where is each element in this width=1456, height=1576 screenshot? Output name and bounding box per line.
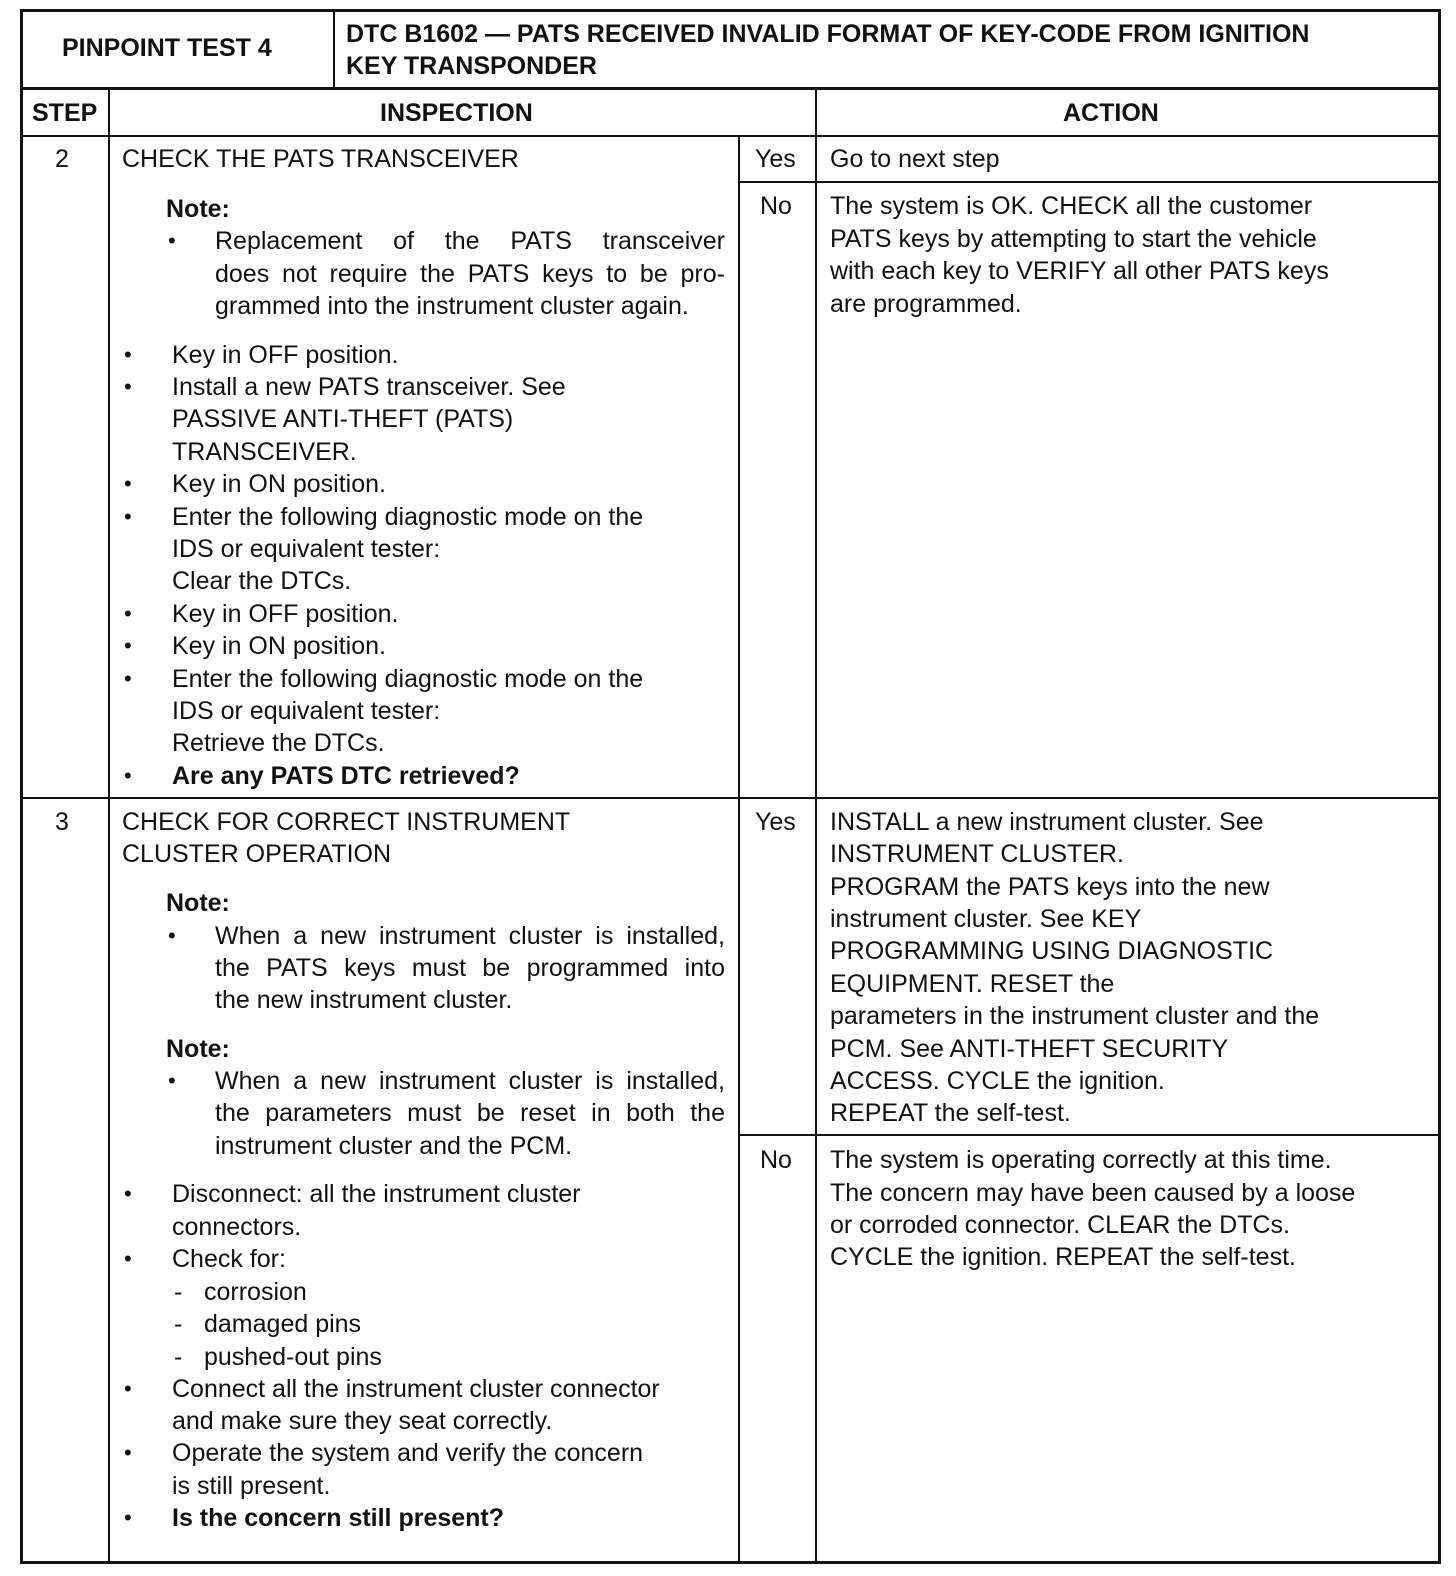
inspection-line: Check for: — [172, 1245, 286, 1273]
inspection-line: connectors. — [172, 1213, 302, 1241]
dtc-title-line-2: KEY TRANSPONDER — [346, 52, 597, 80]
bullet: • — [124, 1440, 132, 1465]
header-divider — [333, 9, 335, 88]
bullet: • — [124, 374, 132, 399]
note-line: When a new instrument cluster is installed, — [215, 1067, 725, 1095]
answer-no-label: No — [760, 1146, 792, 1174]
inspection-line: Install a new PATS transceiver. See — [172, 373, 566, 401]
column-header-rule — [20, 135, 1441, 137]
inspection-line: TRANSCEIVER. — [172, 438, 357, 466]
column-header-inspection: INSPECTION — [380, 99, 533, 127]
step-number: 2 — [55, 145, 69, 173]
bullet: • — [124, 601, 132, 626]
note-line: the PATS keys must be programmed into — [215, 954, 725, 982]
inspection-sub-line: corrosion — [204, 1278, 307, 1306]
inspection-sub-line: damaged pins — [204, 1310, 362, 1338]
step-title: CLUSTER OPERATION — [122, 840, 392, 868]
inspection-line: Retrieve the DTCs. — [172, 729, 385, 757]
action-yes-line: PROGRAMMING USING DIAGNOSTIC — [830, 937, 1274, 965]
inspection-question: Is the concern still present? — [172, 1504, 505, 1532]
note-line: instrument cluster and the PCM. — [215, 1132, 573, 1160]
inspection-question: Are any PATS DTC retrieved? — [172, 762, 520, 790]
inspection-line: Enter the following diagnostic mode on the — [172, 665, 644, 693]
inspection-line: Key in ON position. — [172, 470, 386, 498]
bullet: • — [124, 1376, 132, 1401]
note-label: Note: — [166, 1035, 230, 1063]
dash-marker: - — [174, 1278, 183, 1306]
bullet: • — [124, 633, 132, 658]
note-label: Note: — [166, 889, 230, 917]
bullet: • — [124, 1181, 132, 1206]
inspection-line: IDS or equivalent tester: — [172, 697, 441, 725]
table-border-right — [1438, 9, 1441, 1564]
action-no-line: PATS keys by attempting to start the vehicle — [830, 225, 1317, 253]
inspection-line: Enter the following diagnostic mode on the — [172, 503, 644, 531]
inspection-line: Disconnect: all the instrument cluster — [172, 1180, 581, 1208]
note-line: does not require the PATS keys to be pro- — [215, 260, 725, 288]
table-border-top — [20, 9, 1441, 12]
note-line: the new instrument cluster. — [215, 986, 513, 1014]
bullet: • — [124, 666, 132, 691]
answer-yes-label: Yes — [755, 808, 796, 836]
action-yes-line: Go to next step — [830, 145, 1000, 173]
step-separator-rule — [20, 797, 1441, 799]
table-border-bottom — [20, 1561, 1441, 1564]
dtc-title-line-1: DTC B1602 — PATS RECEIVED INVALID FORMAT OF KEY-CODE FROM IGNITION — [346, 20, 1310, 48]
inspection-line: is still present. — [172, 1472, 331, 1500]
note-line: grammed into the instrument cluster again. — [215, 292, 689, 320]
table-border-left — [20, 9, 23, 1564]
note-label: Note: — [166, 195, 230, 223]
note-line: the parameters must be reset in both the — [215, 1099, 725, 1127]
action-no-line: The concern may have been caused by a loose — [830, 1179, 1356, 1207]
dash-marker: - — [174, 1343, 183, 1371]
column-header-step: STEP — [32, 99, 98, 127]
inspection-line: Key in OFF position. — [172, 600, 399, 628]
action-yes-line: instrument cluster. See KEY — [830, 905, 1142, 933]
action-yes-line: INSTRUMENT CLUSTER. — [830, 840, 1125, 868]
header-rule — [20, 87, 1441, 90]
bullet: • — [124, 1246, 132, 1271]
bullet: • — [124, 342, 132, 367]
bullet: • — [124, 504, 132, 529]
action-no-line: The system is operating correctly at this time. — [830, 1146, 1332, 1174]
dash-marker: - — [174, 1310, 183, 1338]
inspection-line: and make sure they seat correctly. — [172, 1407, 553, 1435]
inspection-line: Key in ON position. — [172, 632, 386, 660]
step-title: CHECK THE PATS TRANSCEIVER — [122, 145, 519, 173]
answer-yes-label: Yes — [755, 145, 796, 173]
column-header-action: ACTION — [1063, 99, 1159, 127]
action-yes-line: EQUIPMENT. RESET the — [830, 970, 1115, 998]
note-bullet: • — [168, 228, 176, 253]
inspection-line: Connect all the instrument cluster connector — [172, 1375, 660, 1403]
note-bullet: • — [168, 923, 176, 948]
action-no-line: or corroded connector. CLEAR the DTCs. — [830, 1211, 1290, 1239]
answer-column-divider — [738, 136, 740, 1563]
note-bullet: • — [168, 1068, 176, 1093]
action-yes-line: REPEAT the self-test. — [830, 1099, 1071, 1127]
step2-yes-no-rule — [739, 181, 1439, 183]
step3-yes-no-rule — [739, 1134, 1439, 1136]
inspection-line: Operate the system and verify the concern — [172, 1439, 644, 1467]
bullet: • — [124, 1505, 132, 1530]
inspection-line: Key in OFF position. — [172, 341, 399, 369]
action-yes-line: parameters in the instrument cluster and the — [830, 1002, 1320, 1030]
bullet: • — [124, 763, 132, 788]
answer-no-label: No — [760, 192, 792, 220]
action-no-line: CYCLE the ignition. REPEAT the self-test. — [830, 1243, 1296, 1271]
action-yes-line: PCM. See ANTI-THEFT SECURITY — [830, 1035, 1229, 1063]
step-title: CHECK FOR CORRECT INSTRUMENT — [122, 808, 571, 836]
bullet: • — [124, 471, 132, 496]
note-line: Replacement of the PATS transceiver — [215, 227, 725, 255]
pinpoint-test-title: PINPOINT TEST 4 — [62, 34, 272, 62]
action-yes-line: PROGRAM the PATS keys into the new — [830, 873, 1270, 901]
action-no-line: The system is OK. CHECK all the customer — [830, 192, 1313, 220]
step-number: 3 — [55, 808, 69, 836]
inspection-line: PASSIVE ANTI-THEFT (PATS) — [172, 405, 514, 433]
step-column-divider — [108, 88, 110, 1563]
inspection-line: IDS or equivalent tester: — [172, 535, 441, 563]
action-yes-line: INSTALL a new instrument cluster. See — [830, 808, 1264, 836]
note-line: When a new instrument cluster is installed, — [215, 922, 725, 950]
inspection-line: Clear the DTCs. — [172, 567, 352, 595]
action-no-line: with each key to VERIFY all other PATS keys — [830, 257, 1329, 285]
action-no-line: are programmed. — [830, 290, 1022, 318]
action-column-divider — [815, 88, 817, 1563]
inspection-sub-line: pushed-out pins — [204, 1343, 382, 1371]
action-yes-line: ACCESS. CYCLE the ignition. — [830, 1067, 1165, 1095]
